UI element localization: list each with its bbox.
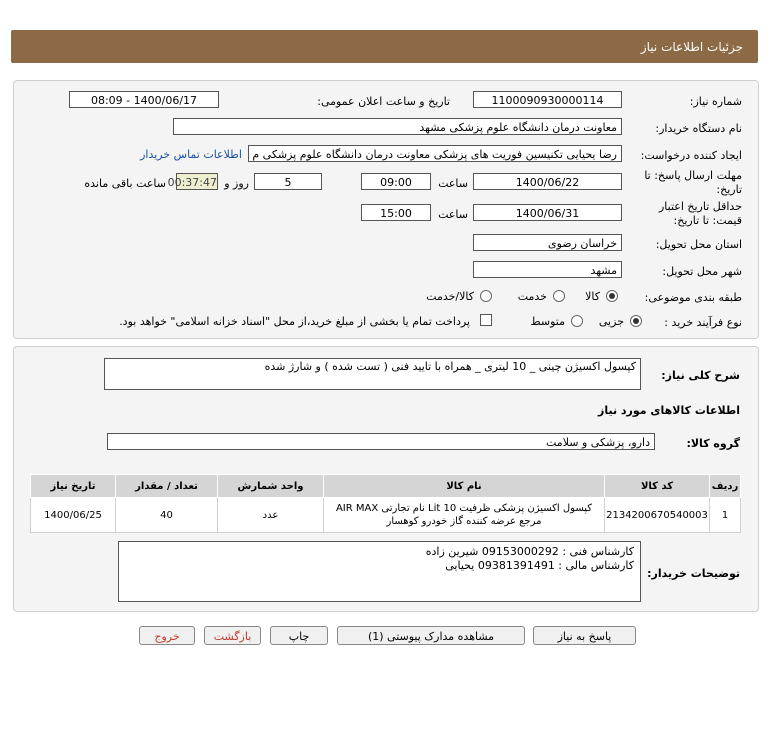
remaining-time-field: 00:37:47 [176, 173, 218, 190]
goods-table [30, 474, 741, 533]
validity-label: حداقل تاریخ اعتبار قیمت: تا تاریخ: [658, 200, 742, 227]
deadline-time-label: ساعت [438, 177, 468, 190]
goods-group-label: گروه کالا: [686, 437, 740, 450]
description-field: کپسول اکسیژن چینی _ 10 لیتری _ همراه با تایید فنی ( تست شده ) و شارژ شده [104, 358, 641, 390]
col-date: تاریخ نیاز [31, 475, 116, 498]
announce-field: 1400/06/17 - 08:09 [69, 91, 219, 108]
process-radio-minor[interactable] [630, 315, 642, 327]
category-option-service: خدمت [517, 290, 547, 303]
creator-field: رضا یحیایی تکنیسین فوریت های پزشکی معاونت درمان دانشگاه علوم پزشکی م [248, 145, 622, 162]
view-attachments-button[interactable]: مشاهده مدارک پیوستی (1) [337, 626, 525, 645]
creator-label: ایجاد کننده درخواست: [640, 149, 742, 162]
col-code: کد کالا [605, 475, 710, 498]
days-field: 5 [254, 173, 322, 190]
need-number-label: شماره نیاز: [689, 95, 742, 108]
page-header [11, 30, 758, 63]
category-radio-goods[interactable] [606, 290, 618, 302]
category-label: طبقه بندی موضوعی: [644, 291, 742, 304]
validity-date-field: 1400/06/31 [473, 204, 622, 221]
buyer-org-label: نام دستگاه خریدار: [655, 122, 742, 135]
category-option-both: کالا/خدمت [426, 290, 474, 303]
exit-button[interactable]: خروج [139, 626, 195, 645]
category-option-goods: کالا [585, 290, 600, 303]
payment-note: پرداخت تمام یا بخشی از مبلغ خرید،از محل "اسناد خزانه اسلامی" خواهد بود. [119, 315, 470, 328]
province-field: خراسان رضوی [473, 234, 622, 251]
need-number-field: 1100090930000114 [473, 91, 622, 108]
page-title: جزئیات اطلاعات نیاز [640, 40, 743, 54]
cell-name-line2: مرجع عرضه کننده گاز خودرو کوهسار [386, 516, 542, 527]
category-radio-both[interactable] [480, 290, 492, 302]
process-radio-medium[interactable] [571, 315, 583, 327]
cell-unit: عدد [218, 498, 324, 533]
goods-table-header [31, 475, 741, 498]
deadline-date-field: 1400/06/22 [473, 173, 622, 190]
col-name: نام کالا [324, 475, 605, 498]
col-unit: واحد شمارش [218, 475, 324, 498]
city-label: شهر محل تحویل: [662, 265, 742, 278]
deadline-time-field: 09:00 [361, 173, 431, 190]
print-button[interactable]: چاپ [270, 626, 328, 645]
cell-code: 2134200670540003 [605, 498, 710, 533]
goods-section-title: اطلاعات کالاهای مورد نیاز [598, 404, 740, 417]
back-button[interactable]: بازگشت [204, 626, 261, 645]
cell-qty: 40 [116, 498, 218, 533]
buyer-notes-line1: کارشناس فنی : 09153000292 شیرین زاده [425, 545, 634, 558]
province-label: استان محل تحویل: [655, 238, 742, 251]
treasury-checkbox[interactable] [480, 314, 492, 326]
city-field: مشهد [473, 261, 622, 278]
description-label: شرح کلی نیاز: [661, 369, 740, 382]
process-option-minor: جزیی [598, 315, 624, 328]
buyer-notes-line2: کارشناس مالی : 09381391491 یحیایی [445, 559, 634, 572]
announce-label: تاریخ و ساعت اعلان عمومی: [317, 95, 450, 108]
category-radio-service[interactable] [553, 290, 565, 302]
buyer-org-field: معاونت درمان دانشگاه علوم پزشکی مشهد [173, 118, 622, 135]
cell-name-line1: کپسول اکسیژن پزشکی ظرفیت Lit 10 نام تجارتی AIR MAX [335, 503, 593, 514]
contact-buyer-link[interactable]: اطلاعات تماس خریدار [140, 148, 242, 161]
cell-name [324, 498, 605, 533]
cell-row: 1 [710, 498, 741, 533]
process-option-medium: متوسط [530, 315, 565, 328]
buyer-notes-box [118, 541, 641, 602]
cell-date: 1400/06/25 [31, 498, 116, 533]
validity-time-label: ساعت [438, 208, 468, 221]
col-qty: تعداد / مقدار [116, 475, 218, 498]
deadline-label: مهلت ارسال پاسخ: تا تاریخ: [644, 169, 742, 196]
days-label: روز و [224, 177, 249, 190]
table-row [31, 498, 741, 533]
buyer-notes-label: توضیحات خریدار: [647, 567, 740, 580]
col-row: ردیف [710, 475, 741, 498]
remaining-label: ساعت باقی مانده [84, 177, 166, 190]
reply-button[interactable]: پاسخ به نیاز [533, 626, 636, 645]
goods-group-field: دارو، پزشکی و سلامت [107, 433, 655, 450]
process-label: نوع فرآیند خرید : [664, 316, 742, 329]
validity-time-field: 15:00 [361, 204, 431, 221]
